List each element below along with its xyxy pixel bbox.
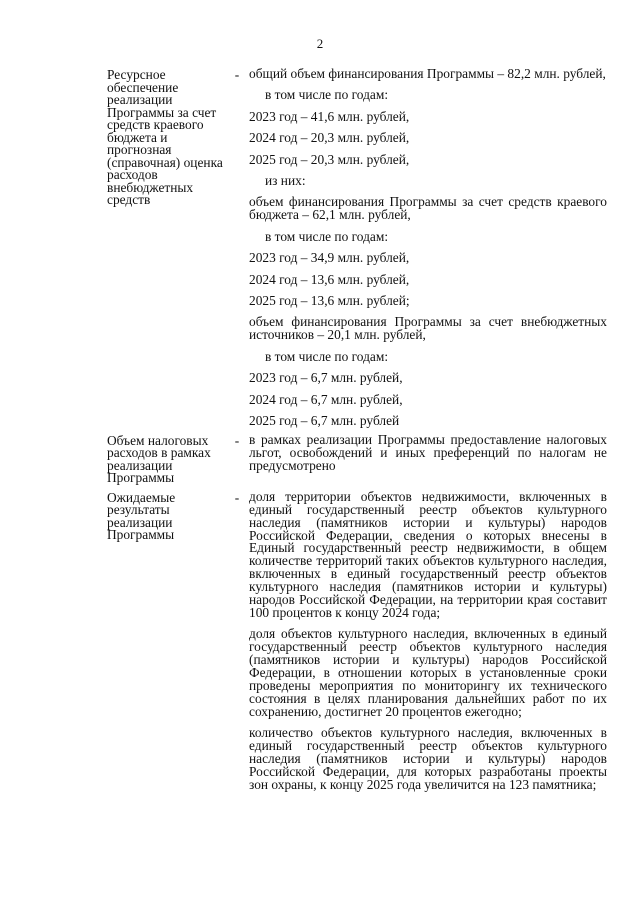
program-passport-table: [107, 68, 607, 792]
row-value: [249, 431, 607, 473]
value-paragraph: в том числе по годам:: [265, 228, 389, 244]
row-dash: -: [234, 432, 240, 448]
value-paragraph: 2025 год – 13,6 млн. рублей;: [249, 292, 410, 308]
row-label: Объем налоговых расходов в рамках реализации Программы: [107, 432, 211, 486]
value-paragraph: 2023 год – 6,7 млн. рублей,: [249, 370, 403, 386]
value-paragraph: 2024 год – 6,7 млн. рублей,: [249, 391, 403, 407]
page-number: 2: [316, 36, 324, 51]
value-paragraph: в том числе по годам:: [265, 87, 389, 103]
value-paragraph: в рамках реализации Программы предоставление налоговых льгот, освобождений и иных преференций по налогам не предусмотрено: [249, 431, 607, 473]
value-paragraph: 2023 год – 34,9 млн. рублей,: [249, 250, 410, 266]
row-value: [249, 68, 607, 428]
value-paragraph: количество объектов культурного наследия, включенных в единый государственный реестр объектов культурного наследия (памятников истории и культуры) народов Российской Федерации, для которых разработаны проекты зон охраны, к концу 2025 года увеличится на 123 памятника;: [249, 725, 607, 792]
row-dash: -: [234, 489, 240, 505]
value-paragraph: доля объектов культурного наследия, включенных в единый государственный реестр объектов культурного наследия (памятников истории и культуры) народов Российской Федерации, в отношении которых в установленные сроки проведены мероприятия по мониторингу их технического состояния в целях планирования дальнейших работ по их сохранению, достигнет 20 процентов ежегодно;: [249, 626, 607, 719]
row-dash: -: [234, 67, 240, 82]
value-paragraph: 2025 год – 20,3 млн. рублей,: [249, 151, 410, 167]
row-value: [249, 488, 607, 792]
row-label: Ожидаемые результаты реализации Программы: [107, 489, 176, 543]
passport-row-resource-provision: [107, 68, 607, 428]
value-paragraph: объем финансирования Программы за счет средств краевого бюджета – 62,1 млн. рублей,: [249, 194, 607, 223]
value-paragraph: общий объем финансирования Программы – 82,2 млн. рублей,: [249, 66, 606, 81]
value-paragraph: 2023 год – 41,6 млн. рублей,: [249, 108, 410, 124]
value-paragraph: доля территории объектов недвижимости, включенных в единый государственный реестр объектов культурного наследия (памятников истории и культуры) народов Российской Федерации, сведения о которых внесены в Единый государственный реестр недвижимости, в общем количестве территорий таких объектов культурного наследия, включенных в единый государственный реестр объектов культурного наследия (памятников истории и культуры) народов Российской Федерации, на территории края составит 100 процентов к концу 2024 года;: [249, 488, 607, 620]
value-paragraph: объем финансирования Программы за счет внебюджетных источников – 20,1 млн. рублей,: [249, 314, 607, 343]
value-paragraph: 2024 год – 20,3 млн. рублей,: [249, 130, 410, 146]
value-paragraph: 2024 год – 13,6 млн. рублей,: [249, 271, 410, 287]
value-paragraph: из них:: [265, 173, 306, 189]
value-paragraph: в том числе по годам:: [265, 348, 389, 364]
value-paragraph: 2025 год – 6,7 млн. рублей: [249, 412, 400, 428]
passport-row-tax-expenditures: [107, 431, 607, 486]
row-label: Ресурсное обеспечение реализации Программы за счет средств краевого бюджета и прогнозная (справочная) оценка расходов внебюджетных средств: [107, 67, 223, 207]
passport-row-expected-results: [107, 488, 607, 792]
